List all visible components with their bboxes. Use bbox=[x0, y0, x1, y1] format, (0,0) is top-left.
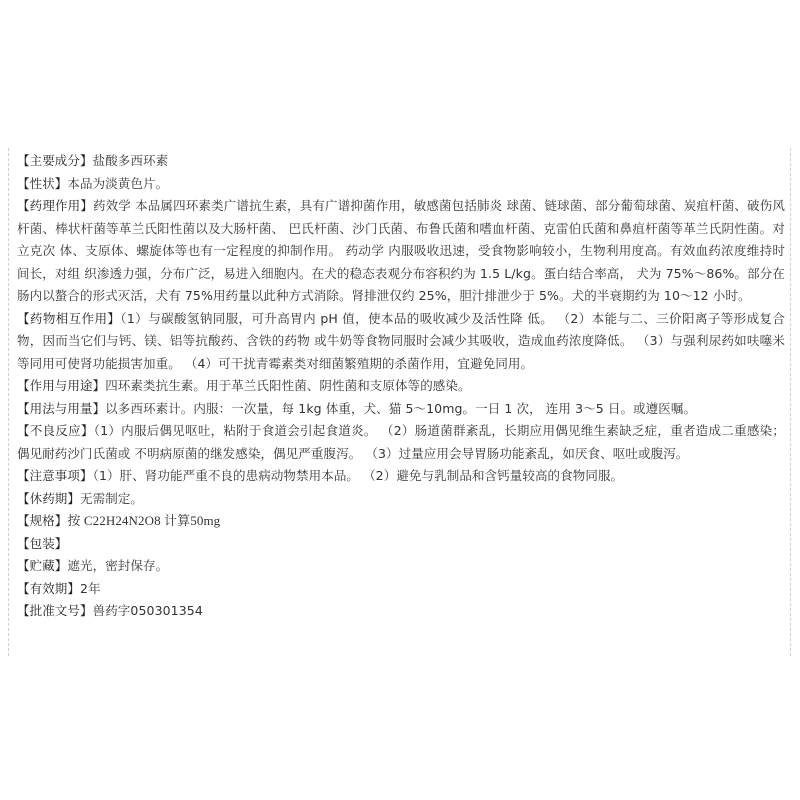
entry-text: （1）与碳酸氢钠同服，可升高胃内 pH 值，使本品的吸收减少及活性降 低。 （2）本能与二、三价阳离子等形成复合物，因而当它们与钙、镁、铝等抗酸药、含铁的药物 或牛奶等食物同服时会减少其吸收，造成血药浓度降低。 （3）与强利尿药如呋噻米等同用可使肾功能损害加重。 （4）可干扰青霉素类对细菌繁殖期的杀菌作用，宜避免同用。 bbox=[17, 310, 785, 371]
entry-label: 【主要成分】 bbox=[17, 153, 93, 168]
entry-label: 【注意事项】 bbox=[17, 468, 93, 483]
entry-text: 盐酸多西环素 bbox=[92, 153, 169, 168]
entry-withdrawal-period bbox=[17, 488, 785, 511]
entry-precautions bbox=[17, 465, 785, 488]
entry-text: 以多西环素计。内服：一次量，每 1kg 体重，犬、猫 5～10mg。一日 1 次， 连用 3～5 日。或遵医嘱。 bbox=[105, 400, 697, 416]
entry-label: 【用法与用量】 bbox=[17, 400, 106, 416]
entry-adverse-reactions bbox=[17, 420, 785, 465]
entry-appearance bbox=[17, 173, 785, 196]
entry-text: 无需制定。 bbox=[80, 490, 144, 506]
entry-text: （1）肝、肾功能严重不良的患病动物禁用本品。 （2）避免与乳制品和含钙量较高的食物同服。 bbox=[92, 468, 624, 483]
entry-label: 【有效期】 bbox=[17, 580, 81, 596]
entry-shelf-life bbox=[17, 578, 785, 601]
entry-dosage bbox=[17, 398, 785, 421]
entry-label: 【药理作用】 bbox=[17, 198, 93, 213]
entry-packaging bbox=[17, 533, 785, 556]
drug-instructions bbox=[17, 150, 785, 623]
entry-label: 【贮藏】 bbox=[17, 558, 68, 573]
entry-text: （1）内服后偶见呕吐，粘附于食道会引起食道炎。 （2）肠道菌群紊乱，长期应用偶见维生素缺乏症，重者造成二重感染；偶见耐药沙门氏菌或 不明病原菌的继发感染，偶见严重腹泻。 （3）过量应用会导胃肠功能紊乱，如厌食、呕吐或腹泻。 bbox=[17, 423, 785, 461]
entry-main-ingredient bbox=[17, 150, 785, 173]
entry-text: 按 C22H24N2O8 计算50mg bbox=[67, 513, 221, 528]
entry-text: 2年 bbox=[80, 580, 101, 596]
entry-text: 本品为淡黄色片。 bbox=[67, 175, 169, 191]
entry-label: 【规格】 bbox=[17, 513, 68, 528]
entry-pharmacology bbox=[17, 195, 785, 308]
entry-specification bbox=[17, 510, 785, 533]
entry-text: 兽药字050301354 bbox=[92, 603, 203, 618]
entry-label: 【性状】 bbox=[17, 175, 68, 191]
entry-label: 【药物相互作用】 bbox=[17, 310, 121, 326]
entry-label: 【不良反应】 bbox=[17, 423, 94, 438]
entry-storage bbox=[17, 555, 785, 578]
entry-label: 【作用与用途】 bbox=[17, 378, 106, 393]
entry-text: 遮光，密封保存。 bbox=[67, 558, 169, 573]
entry-text: 四环素类抗生素。用于革兰氏阳性菌、阴性菌和支原体等的感染。 bbox=[105, 378, 471, 393]
entry-approval-number bbox=[17, 600, 785, 623]
entry-label: 【休药期】 bbox=[17, 490, 81, 506]
entry-label: 【包装】 bbox=[17, 535, 68, 551]
entry-text: 药效学 本品属四环素类广谱抗生素，具有广谱抑菌作用，敏感菌包括肺炎 球菌、链球菌、部分葡萄球菌、炭疽杆菌、破伤风杆菌、棒状杆菌等革兰氏阳性菌以及大肠杆菌、 巴氏杆菌、沙门氏菌、布鲁氏菌和嗜血杆菌、克雷伯氏菌和鼻疽杆菌等革兰氏阴性菌。对立克次 体、支原体、螺旋体等也有一定程度的抑制作用。 药动学 内服吸收迅速，受食物影响较小，生物利用度高。有效血药浓度维持时间长，对组 织渗透力强，分布广泛，易进入细胞内。在犬的稳态表观分布容积约为 1.5 L/kg。蛋白结合率高， 犬为 75%～86%。部分在肠内以螯合的形式灭活，犬有 75%用药量以此种方式消除。肾排泄仅约 25%，胆汁排泄少于 5%。犬的半衰期约为 10～12 小时。 bbox=[17, 198, 785, 303]
entry-label: 【批准文号】 bbox=[17, 603, 93, 618]
entry-drug-interactions bbox=[17, 308, 785, 376]
entry-indications bbox=[17, 375, 785, 398]
